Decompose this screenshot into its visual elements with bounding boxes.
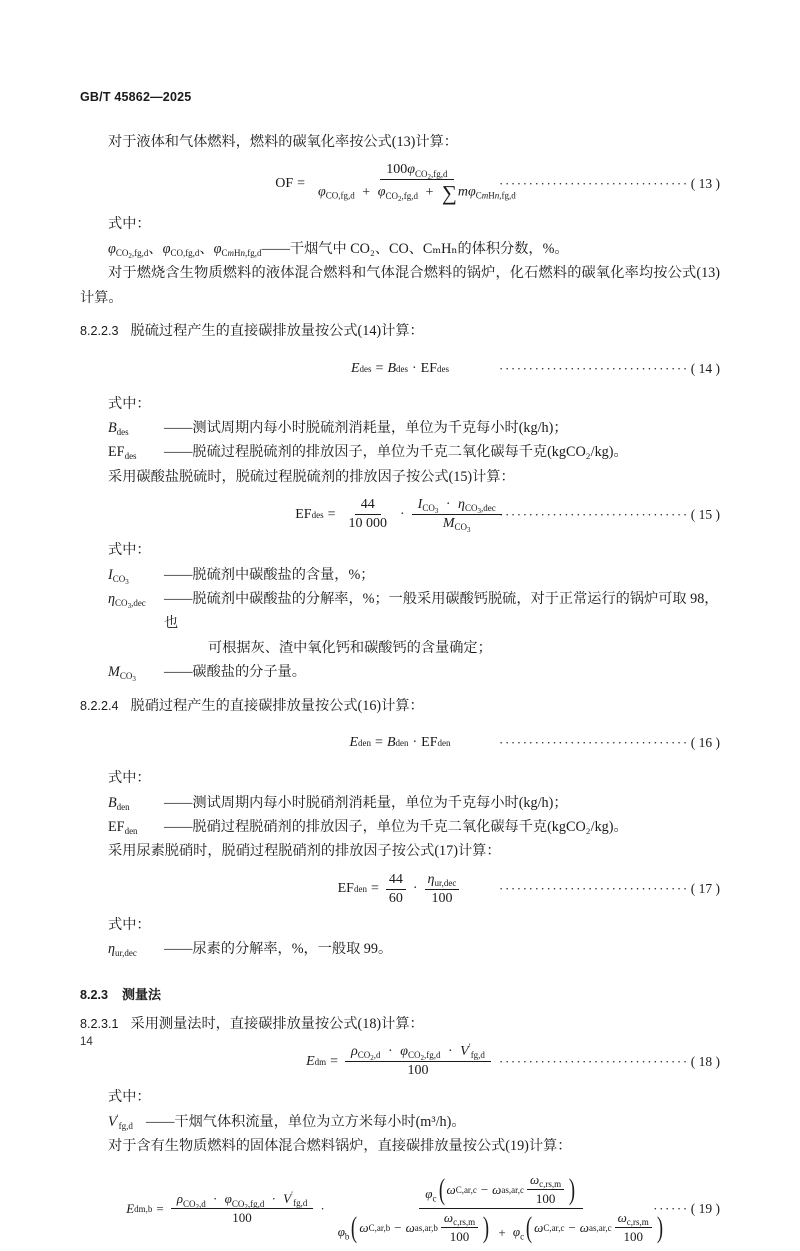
paragraph-carbonate-desulfurization: 采用碳酸盐脱硫时，脱硫过程脱硫剂的排放因子按公式(15)计算：	[108, 468, 515, 485]
definition-list-16	[80, 791, 720, 840]
definition-list-18	[80, 1110, 720, 1134]
equation-15: EF des = $\frac{44}{10 000}$ · $\frac{I_{CO_3} \cdot \eta_{CO_3,dec}}{M_{CO_3}}$ ································ ( 15 )	[295, 497, 720, 535]
eq13-lhs: OF	[275, 176, 294, 192]
definition-text-ICO3: ——脱硫剂中碳酸盐的含量，%；	[164, 566, 375, 583]
definition-list-15	[80, 563, 720, 685]
equation-14: E des = B des · EF des ································ ( 14 )	[350, 360, 720, 376]
standard-number-header: GB/T 45862—2025	[80, 90, 192, 104]
eq17-fraction-2: $\frac{\eta_{ur,dec}}{100}$	[425, 872, 460, 907]
eq15-tail	[499, 507, 720, 523]
definition-text-etaCO3-continued: 可根据灰、渣中氧化钙和碳酸钙的含量确定；	[208, 639, 492, 656]
eq15-number: ( 15 )	[690, 506, 720, 522]
eq19-fraction-left: $\rho_{CO_2,d} \cdot \varphi_{CO_2,fg,d} \cdot V'_{fg,d}$ 100	[171, 1191, 314, 1226]
shizhong-label-17: 式中：	[108, 916, 151, 933]
eq15-leader: ································	[499, 506, 689, 522]
symbol-V-fg-d: $V'_{fg,d}$	[108, 1112, 133, 1131]
eq13-fraction	[312, 162, 522, 206]
equation-18: E dm = $\rho_{CO_2,d} \cdot \varphi_{CO_2,fg,d} \cdot V'_{fg,d}$ 100 ································ ( 18 )	[306, 1042, 720, 1079]
clause-8-2-3-title: 测量法	[122, 986, 162, 1002]
eq18-leader: ································	[499, 1053, 689, 1069]
symbol-EF-des: $EF_{des}$	[108, 444, 137, 462]
definition-list-13	[80, 237, 720, 261]
eq15-fraction-2: $\frac{I_{CO_3} \cdot \eta_{CO_3,dec}}{M_{CO_3}}$	[412, 497, 502, 532]
eq18-number: ( 18 )	[690, 1053, 720, 1069]
shizhong-label-18: 式中：	[108, 1089, 151, 1106]
definition-row-Bdes	[80, 416, 720, 440]
definition-text-phi: ——干烟气中 CO₂、CO、CₘHₙ的体积分数，%。	[261, 240, 569, 257]
page-number-footer: 14	[80, 1036, 93, 1048]
clause-8-2-3-heading	[80, 984, 720, 1003]
definition-row-EFdes	[80, 440, 720, 464]
eq17-tail	[499, 881, 720, 897]
symbol-EF-den: $EF_{den}$	[108, 819, 138, 837]
clause-8-2-3-number: 8.2.3	[80, 987, 109, 1002]
definition-row-Vfgd	[80, 1110, 720, 1134]
symbol-eta-ur-dec: $\eta_{ur,dec}$	[108, 941, 137, 959]
clause-8-2-2-4	[80, 694, 720, 718]
eq19-fraction-right	[332, 1172, 671, 1245]
definition-text-MCO3: ——碳酸盐的分子量。	[164, 664, 306, 681]
clause-8-2-2-4-number: 8.2.2.4	[80, 698, 119, 713]
equation-13	[80, 162, 720, 206]
eq17-fraction-1: $\frac{44}{60}$	[386, 872, 406, 907]
symbol-B-des: $B_{des}$	[108, 419, 129, 438]
clause-8-2-2-4-text: 脱硝过程产生的直接碳排放量按公式(16)计算：	[130, 697, 424, 714]
definition-text-Vfgd: ——干烟气体积流量，单位为立方米每小时(m³/h)。	[146, 1113, 466, 1130]
paragraph-biomass-mixed-fuel: 对于燃烧含生物质燃料的液体混合燃料和气体混合燃料的锅炉，化石燃料的碳氧化率均按公式(13)计算。	[80, 265, 720, 306]
definition-text-Bden: ——测试周期内每小时脱硝剂消耗量，单位为千克每小时(kg/h)；	[164, 794, 568, 811]
shizhong-label-13: 式中：	[108, 216, 151, 233]
eq14-number: ( 14 )	[690, 360, 720, 376]
eq14-leader: ································	[499, 360, 689, 376]
eq19-tail	[653, 1201, 720, 1217]
definition-row-ICO3	[80, 563, 720, 587]
clause-8-2-2-3-text: 脱硫过程产生的直接碳排放量按公式(14)计算：	[130, 323, 424, 340]
definition-row-Bden	[80, 791, 720, 815]
eq18-fraction: $\rho_{CO_2,d} \cdot \varphi_{CO_2,fg,d} \cdot V'_{fg,d}$ 100	[345, 1044, 491, 1079]
eq19-numerator: $\varphi_c$ ( ω C,ar,c − ω as,ar,c $\frac{\omega_{c,rs,m}}{100}$ )	[419, 1172, 583, 1209]
eq13-number: ( 13 )	[690, 176, 720, 192]
clause-8-2-2-3-number: 8.2.2.3	[80, 324, 119, 339]
eq15-fraction-1: $\frac{44}{10 000}$	[348, 497, 387, 532]
definition-row-MCO3	[80, 660, 720, 684]
equation-17: EF den = $\frac{44}{60}$ · $\frac{\eta_{ur,dec}}{100}$ ································ ( 17 )	[337, 871, 720, 906]
definition-text-etaur: ——尿素的分解率，%，一般取 99。	[164, 941, 393, 958]
definition-text-Bdes: ——测试周期内每小时脱硫剂消耗量，单位为千克每小时(kg/h)；	[164, 419, 568, 436]
eq13-leader: ································	[499, 176, 689, 192]
equation-16: E den = B den · EF den ································ ( 16 )	[349, 735, 720, 751]
definition-row-EFden	[80, 815, 720, 839]
eq19-number: ( 19 )	[690, 1200, 720, 1216]
definition-row-etaCO3	[80, 587, 720, 636]
definition-list-17	[80, 937, 720, 961]
eq13-denominator: $\varphi_{CO,fg,d} + \varphi_{CO_2,fg,d} + \sum m\varphi_{CmHn,fg,d}$	[318, 181, 516, 206]
eq13-numerator: $100\varphi_{CO_2,fg,d}$	[380, 162, 453, 180]
definition-text-etaCO3: ——脱硫剂中碳酸盐的分解率，%；一般采用碳酸钙脱硫，对于正常运行的锅炉可取 98，也	[164, 591, 719, 632]
symbol-I-CO3: $I_{CO_3}$	[108, 566, 129, 586]
equation-19: E dm,b = $\rho_{CO_2,d} \cdot \varphi_{CO_2,fg,d} \cdot V'_{fg,d}$ 100 · $\varphi_c$ ( ω C,ar,c − ω as,ar,c $\frac{\omega_{c,rs,m}}{100}$ ) $\varphi_b$ ( ω C,ar,b − ω as,ar,b $\frac{\omega_{c,rs,m}}{100}$ ) + $\varphi_c$ ( ω C,ar,c − ω as,ar,c $\frac{\omega_{c,rs,m}}{100}$ ) ······ ( 19 )	[126, 1172, 720, 1245]
definition-text-EFdes: ——脱硫过程脱硫剂的排放因子，单位为千克二氧化碳每千克(kgCO₂/kg)。	[164, 444, 628, 461]
clause-8-2-3-1-text: 采用测量法时，直接碳排放量按公式(18)计算：	[130, 1015, 424, 1032]
clause-8-2-3-1-number: 8.2.3.1	[80, 1016, 119, 1031]
eq19-leader: ······	[653, 1200, 689, 1216]
clause-8-2-2-3	[80, 319, 720, 343]
definition-row-phi	[80, 237, 720, 261]
paragraph-urea-denitrification: 采用尿素脱硝时，脱硝过程脱硝剂的排放因子按公式(17)计算：	[108, 843, 501, 860]
eq19-denominator: $\varphi_b$ ( ω C,ar,b − ω as,ar,b $\frac{\omega_{c,rs,m}}{100}$ ) + $\varphi_c$ ( ω C,ar,c − ω as,ar,c $\frac{\omega_{c,rs,m}}{100}$ )	[337, 1210, 663, 1245]
eq18-tail	[499, 1054, 720, 1070]
definition-row-etaur	[80, 937, 720, 961]
shizhong-label-15: 式中：	[108, 542, 151, 559]
eq17-number: ( 17 )	[690, 881, 720, 897]
symbol-phi-group: $\varphi_{CO_2,fg,d}$、$\varphi_{CO,fg,d}$、$\varphi_{CmHn,fg,d}$	[108, 240, 262, 261]
symbol-eta-CO3-dec: $\eta_{CO_3,dec}$	[108, 591, 146, 611]
shizhong-label-16: 式中：	[108, 770, 151, 787]
eq13-equals: =	[297, 176, 306, 192]
eq16-leader: ································	[499, 735, 689, 751]
eq16-number: ( 16 )	[690, 735, 720, 751]
page-content	[80, 90, 720, 1251]
eq16-tail	[499, 735, 720, 751]
paragraph-solid-mixed-fuel: 对于含有生物质燃料的固体混合燃料锅炉，直接碳排放量按公式(19)计算：	[108, 1137, 572, 1154]
symbol-M-CO3: $M_{CO_3}$	[108, 664, 136, 684]
paragraph-of-intro: 对于液体和气体燃料，燃料的碳氧化率按公式(13)计算：	[108, 134, 458, 150]
eq13-tail	[499, 176, 720, 192]
symbol-B-den: $B_{den}$	[108, 794, 130, 812]
eq17-leader: ································	[499, 881, 689, 897]
eq14-tail	[499, 361, 720, 377]
definition-list-14	[80, 416, 720, 465]
shizhong-label-14: 式中：	[108, 395, 151, 412]
definition-text-EFden: ——脱硝过程脱硝剂的排放因子，单位为千克二氧化碳每千克(kgCO₂/kg)。	[164, 819, 628, 836]
clause-8-2-3-1	[80, 1012, 720, 1036]
